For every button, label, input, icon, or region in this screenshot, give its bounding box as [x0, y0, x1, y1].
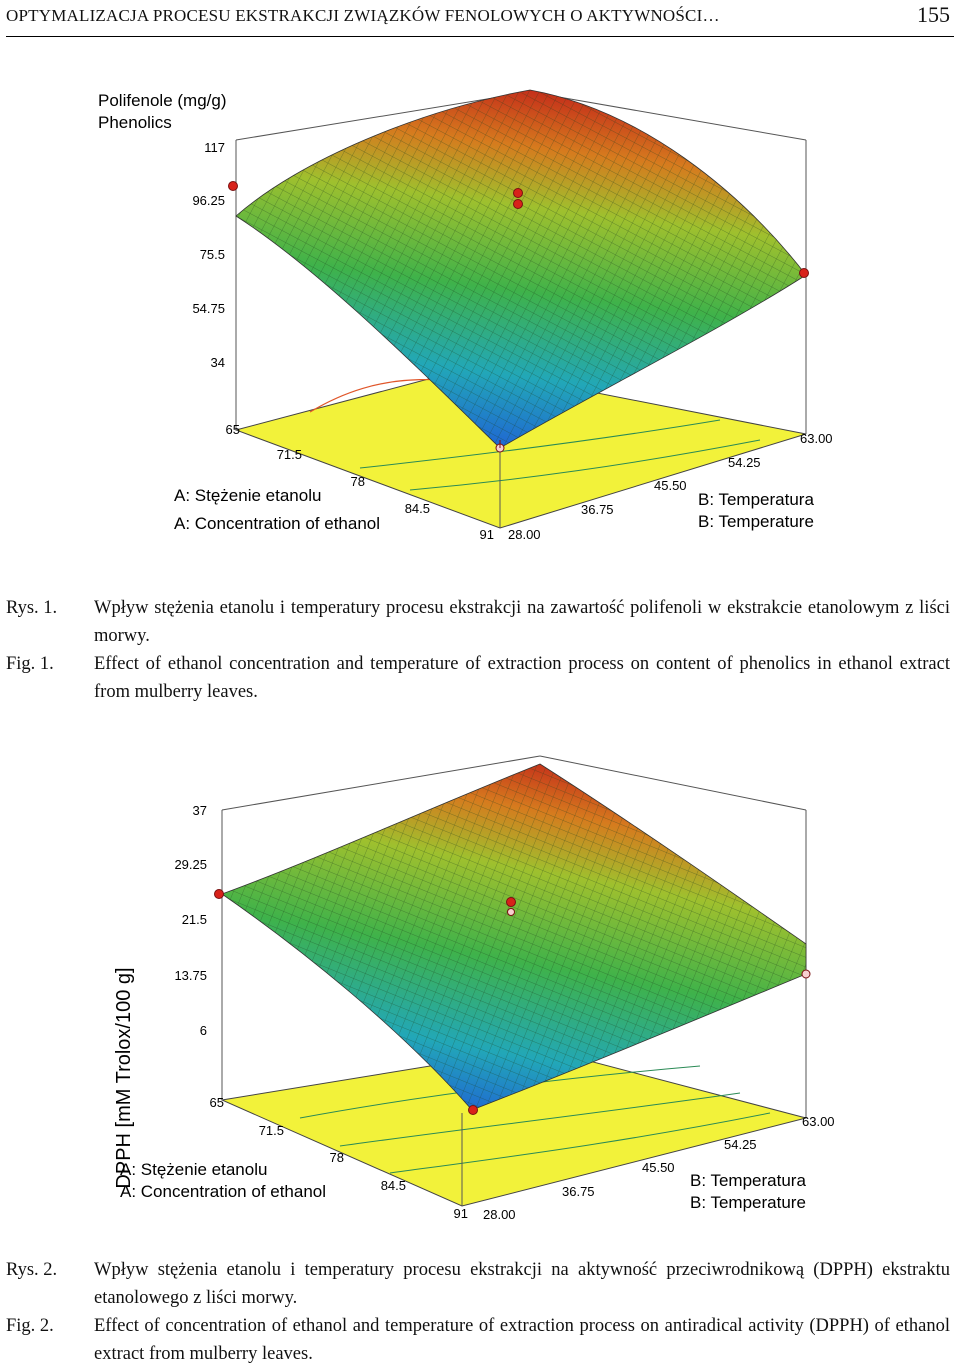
z-tick: 34 [210, 355, 225, 370]
b-tick: 36.75 [562, 1184, 595, 1199]
b-tick: 45.50 [654, 478, 687, 493]
b-tick: 28.00 [483, 1207, 516, 1222]
b-axis-label: B: Temperature [690, 1193, 806, 1212]
z-tick: 13.75 [174, 968, 207, 983]
b-tick: 63.00 [802, 1114, 835, 1129]
caption-label: Rys. 1. [6, 598, 58, 618]
z-tick: 37 [192, 803, 207, 818]
caption-text-en: Effect of concentration of ethanol and temperature of extraction process on antiradical activity (DPPH) of ethanol extract from mulberry leaves. [94, 1316, 950, 1364]
a-tick: 71.5 [258, 1123, 284, 1138]
z-tick: 29.25 [174, 857, 207, 872]
page-number: 155 [917, 2, 950, 27]
z-tick: 96.25 [192, 193, 225, 208]
b-tick: 45.50 [642, 1160, 675, 1175]
response-surface-mesh [222, 764, 806, 1110]
b-tick: 54.25 [724, 1137, 757, 1152]
design-point [507, 898, 516, 907]
z-tick: 117 [204, 140, 225, 155]
a-axis-label: A: Stężenie etanolu [120, 1160, 268, 1179]
b-tick: 54.25 [728, 455, 761, 470]
a-axis-label: A: Stężenie etanolu [174, 486, 322, 505]
design-point [514, 200, 523, 209]
design-point [229, 182, 238, 191]
figure-1-surface-plot [0, 70, 960, 550]
b-tick: 63.00 [800, 431, 833, 446]
design-point [802, 970, 810, 978]
design-point [800, 269, 809, 278]
design-point [508, 909, 515, 916]
b-axis-label: B: Temperature [698, 512, 814, 531]
a-axis-label: A: Concentration of ethanol [120, 1182, 327, 1201]
z-tick: 6 [199, 1023, 207, 1038]
caption-label: Fig. 1. [6, 654, 54, 674]
a-tick: 84.5 [404, 501, 430, 516]
a-tick: 78 [350, 474, 365, 489]
a-tick: 65 [225, 422, 240, 437]
a-tick: 65 [209, 1095, 224, 1110]
design-point [215, 890, 224, 899]
caption-label: Rys. 2. [6, 1260, 58, 1280]
response-surface-mesh [236, 90, 806, 448]
z-axis-label: Phenolics [98, 113, 172, 132]
z-axis-label: DPPH [mM Trolox/100 g] [113, 967, 135, 1189]
running-header [6, 0, 954, 37]
a-axis-label: A: Concentration of ethanol [174, 514, 381, 533]
a-tick: 71.5 [276, 447, 302, 462]
running-title: OPTYMALIZACJA PROCESU EKSTRAKCJI ZWIĄZKÓW FENOLOWYCH O AKTYWNOŚCI… [6, 6, 720, 25]
caption-text-pl: Wpływ stężenia etanolu i temperatury procesu ekstrakcji na zawartość polifenoli w ekstrakcie etanolowym z liści morwy. [94, 598, 950, 646]
z-tick: 75.5 [199, 247, 225, 262]
b-axis-label: B: Temperatura [698, 490, 814, 509]
b-tick: 28.00 [508, 527, 541, 542]
b-axis-label: B: Temperatura [690, 1171, 806, 1190]
z-axis-label: Polifenole (mg/g) [98, 91, 227, 110]
caption-text-pl: Wpływ stężenia etanolu i temperatury procesu ekstrakcji na aktywność przeciwrodnikową (DPPH) ekstraktu etanolowego z liści morwy. [94, 1260, 950, 1308]
caption-label: Fig. 2. [6, 1316, 54, 1336]
figure-2-surface-plot [0, 748, 960, 1228]
z-tick: 21.5 [181, 912, 207, 927]
design-point [469, 1106, 478, 1115]
a-tick: 78 [329, 1150, 344, 1165]
z-tick: 54.75 [192, 301, 225, 316]
a-tick: 91 [479, 527, 494, 542]
a-tick: 91 [453, 1206, 468, 1221]
b-tick: 36.75 [581, 502, 614, 517]
caption-text-en: Effect of ethanol concentration and temperature of extraction process on content of phenolics in ethanol extract from mulberry leaves. [94, 654, 950, 702]
a-tick: 84.5 [380, 1178, 406, 1193]
design-point [514, 189, 523, 198]
